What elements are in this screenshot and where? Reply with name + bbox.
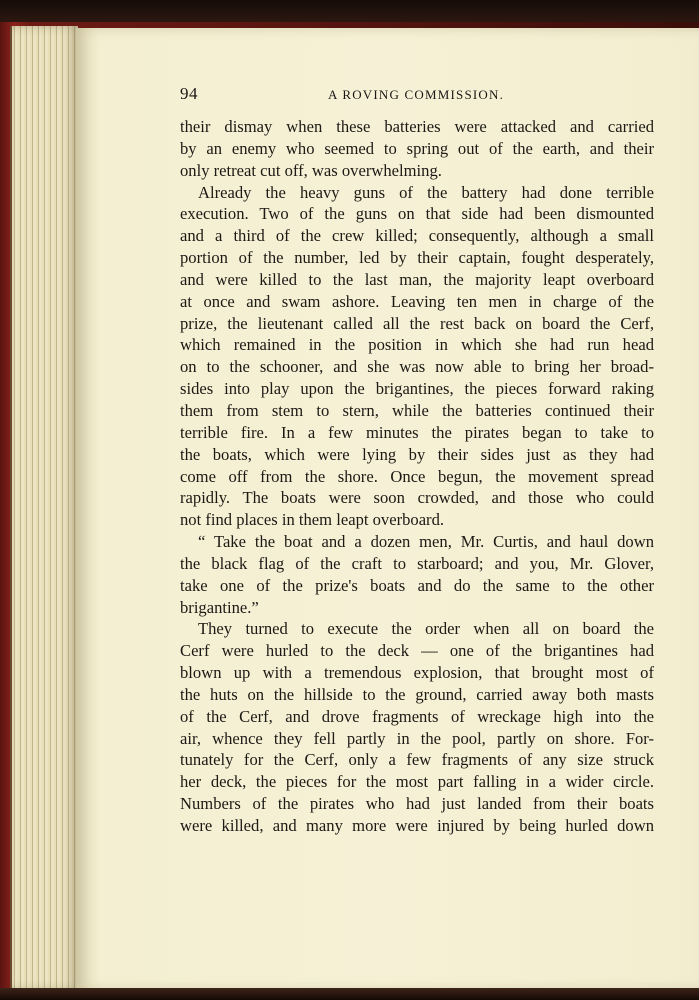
text-line: Already the heavy guns of the battery had done terrible bbox=[198, 182, 654, 202]
book-bottom-edge bbox=[0, 988, 699, 1000]
text-line: execution. Two of the guns on that side had been dismounted bbox=[180, 204, 654, 224]
text-line: them from stem to stern, while the batteries continued their bbox=[180, 400, 654, 420]
text-line: air, whence they fell partly in the pool, partly on shore. For- bbox=[180, 728, 654, 748]
text-line: the black flag of the craft to starboard; and you, Mr. Glover, bbox=[180, 553, 654, 573]
text-line: prize, the lieutenant called all the rest back on board the Cerf, bbox=[180, 313, 654, 333]
text-line: their dismay when these batteries were attacked and carried bbox=[180, 117, 654, 136]
text-line: They turned to execute the order when all on board the bbox=[198, 619, 654, 639]
text-line: her deck, the pieces for the most part falling in a wider circle. bbox=[180, 772, 654, 792]
text-line: brigantine.” bbox=[180, 597, 259, 617]
text-line: the huts on the hillside to the ground, carried away both masts bbox=[180, 684, 654, 704]
text-line: Numbers of the pirates who had just landed from their boats bbox=[180, 794, 654, 814]
text-line: take one of the prize's boats and do the same to the other bbox=[180, 575, 654, 595]
text-line: and a third of the crew killed; consequently, although a small bbox=[180, 226, 654, 246]
page-block-edges bbox=[10, 26, 78, 990]
text-line: only retreat cut off, was overwhelming. bbox=[180, 160, 442, 180]
text-line: come off from the shore. Once begun, the movement spread bbox=[180, 466, 654, 486]
book-top-edge bbox=[0, 0, 699, 22]
text-line: were killed, and many more were injured by being hurled down bbox=[180, 816, 654, 835]
running-head: A ROVING COMMISSION. bbox=[328, 87, 505, 102]
text-line: portion of the number, led by their captain, fought desperately, bbox=[180, 248, 654, 268]
text-line: terrible fire. In a few minutes the pirates began to take to bbox=[180, 422, 654, 442]
text-line: which remained in the position in which she had run head bbox=[180, 335, 654, 355]
text-line: of the Cerf, and drove fragments of wreckage high into the bbox=[180, 706, 654, 726]
text-line: sides into play upon the brigantines, the pieces forward raking bbox=[180, 379, 654, 399]
text-line: blown up with a tremendous explosion, that brought most of bbox=[180, 663, 654, 683]
text-line: the boats, which were lying by their sides just as they had bbox=[180, 444, 654, 464]
text-line: on to the schooner, and she was now able to bring her broad- bbox=[180, 357, 654, 377]
text-line: at once and swam ashore. Leaving ten men in charge of the bbox=[180, 291, 654, 311]
text-line: Cerf were hurled to the deck — one of the brigantines had bbox=[180, 641, 654, 661]
text-line: and were killed to the last man, the majority leapt overboard bbox=[180, 269, 654, 289]
text-line: by an enemy who seemed to spring out of the earth, and their bbox=[180, 138, 654, 158]
body-text bbox=[180, 116, 654, 837]
text-line: rapidly. The boats were soon crowded, and those who could bbox=[180, 488, 654, 508]
page-header bbox=[180, 84, 654, 106]
text-line: tunately for the Cerf, only a few fragments of any size struck bbox=[180, 750, 654, 770]
text-line: “ Take the boat and a dozen men, Mr. Curtis, and haul down bbox=[198, 532, 654, 552]
text-line: not find places in them leapt overboard. bbox=[180, 510, 445, 530]
page-number: 94 bbox=[180, 84, 198, 103]
